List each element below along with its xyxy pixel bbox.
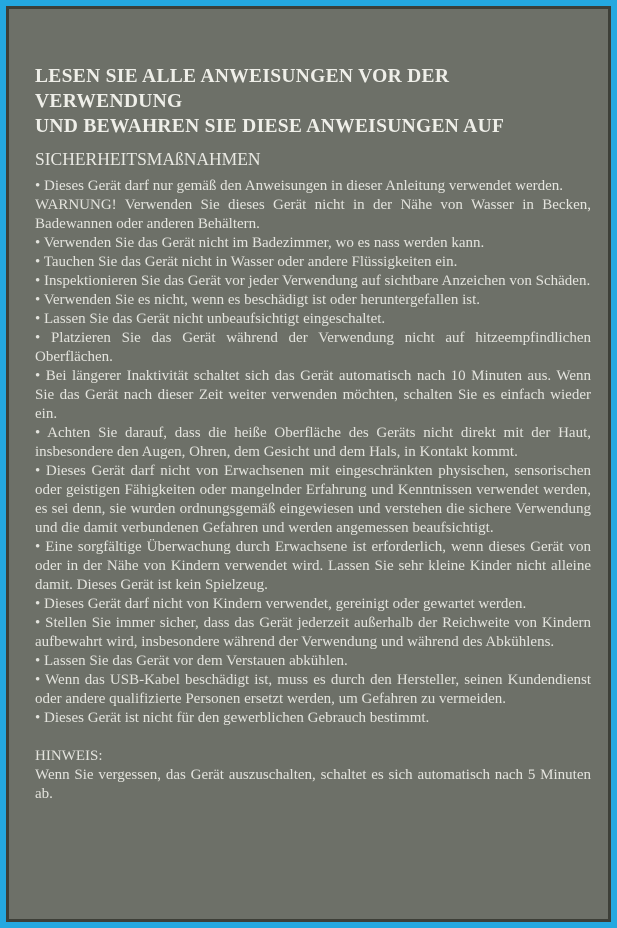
safety-instruction: • Dieses Gerät darf nur gemäß den Anweisungen in dieser Anleitung verwendet werden. <box>35 178 564 194</box>
safety-instruction: • Stellen Sie immer sicher, dass das Gerät jederzeit außerhalb der Reichweite von Kindern aufbewahrt wird, insbesondere während der Verwendung und während des Abkühlens. <box>35 615 591 650</box>
safety-instruction: • Platzieren Sie das Gerät während der Verwendung nicht auf hitzeempfindlichen Oberflächen. <box>35 330 591 365</box>
safety-instruction: • Eine sorgfältige Überwachung durch Erwachsene ist erforderlich, wenn dieses Gerät von oder in der Nähe von Kindern verwendet wird. Lassen Sie sehr kleine Kinder nicht alleine damit. Dieses Gerät ist kein Spielzeug. <box>35 539 591 593</box>
section-title: SICHERHEITSMAßNAHMEN <box>35 149 261 169</box>
safety-instruction: • Bei längerer Inaktivität schaltet sich das Gerät automatisch nach 10 Minuten aus. Wenn Sie das Gerät nach dieser Zeit weiter verwenden möchten, schalten Sie es einfach wieder ein. <box>35 368 591 422</box>
safety-instruction: • Lassen Sie das Gerät nicht unbeaufsichtigt eingeschaltet. <box>35 311 386 327</box>
safety-instructions-list <box>35 177 591 728</box>
note-body: Wenn Sie vergessen, das Gerät auszuschalten, schaltet es sich automatisch nach 5 Minuten ab. <box>35 767 591 802</box>
safety-instruction: • Dieses Gerät darf nicht von Erwachsenen mit eingeschränkten physischen, sensorischen oder geistigen Fähigkeiten oder mangelnder Erfahrung und Kenntnissen verwendet werden, es sei denn, sie wurden ordnungsgemäß eingewiesen und verstehen die sichere Verwendung und die damit verbundenen Gefahren und werden angemessen beaufsichtigt. <box>35 463 591 536</box>
safety-instruction: • Lassen Sie das Gerät vor dem Verstauen abkühlen. <box>35 653 348 669</box>
note-title: HINWEIS: <box>35 748 103 764</box>
safety-instruction: • Wenn das USB-Kabel beschädigt ist, muss es durch den Hersteller, seinen Kundendienst oder andere qualifizierte Personen ersetzt werden, um Gefahren zu vermeiden. <box>35 672 591 707</box>
safety-instruction: • Achten Sie darauf, dass die heiße Oberfläche des Geräts nicht direkt mit der Haut, insbesondere den Augen, Ohren, dem Gesicht und dem Hals, in Kontakt kommt. <box>35 425 591 460</box>
page-title <box>35 64 591 139</box>
page-title-line: UND BEWAHREN SIE DIESE ANWEISUNGEN AUF <box>35 116 505 137</box>
page-title-line: LESEN SIE ALLE ANWEISUNGEN VOR DER VERWENDUNG <box>35 66 450 112</box>
note-block <box>35 747 591 804</box>
safety-instruction: • Verwenden Sie es nicht, wenn es beschädigt ist oder heruntergefallen ist. <box>35 292 480 308</box>
safety-instruction: • Verwenden Sie das Gerät nicht im Badezimmer, wo es nass werden kann. <box>35 235 485 251</box>
safety-instruction: • Dieses Gerät darf nicht von Kindern verwendet, gereinigt oder gewartet werden. <box>35 596 527 612</box>
safety-instruction: • Tauchen Sie das Gerät nicht in Wasser oder andere Flüssigkeiten ein. <box>35 254 458 270</box>
safety-instruction: • Dieses Gerät ist nicht für den gewerblichen Gebrauch bestimmt. <box>35 710 430 726</box>
safety-instruction: • Inspektionieren Sie das Gerät vor jeder Verwendung auf sichtbare Anzeichen von Schäden. <box>35 273 591 289</box>
safety-instruction: WARNUNG! Verwenden Sie dieses Gerät nicht in der Nähe von Wasser in Becken, Badewannen oder anderen Behältern. <box>35 197 591 232</box>
